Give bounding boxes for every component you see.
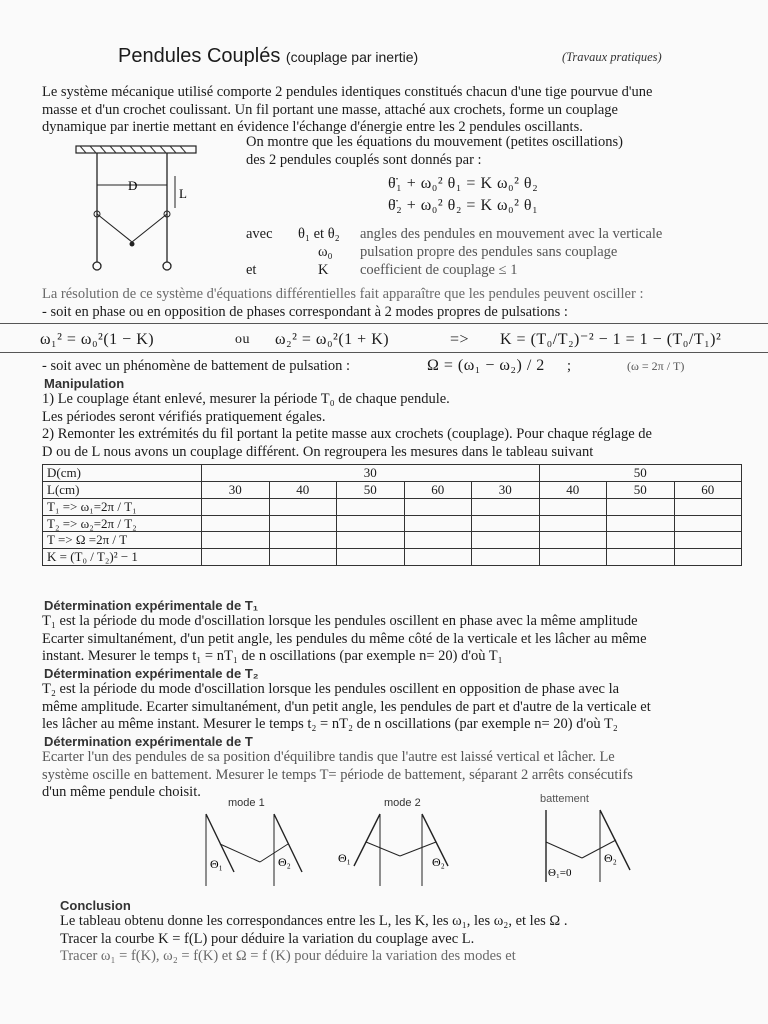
section-paragraph-t2: T₂ est la période du mode d'oscillation lorsque les pendules oscillent en opposition de phase avec la même amplitude. Ecarter simultanément, d'un petit angle, les pendules de part et d'autre de la verticale et les lâcher au même instant. Mesurer le temps t₂ = nT₂ de n oscillations (par exemple n= 20) d'où T₂	[42, 681, 651, 733]
intro-line: Le système mécanique utilisé comporte 2 pendules identiques constitués chacun d'une tige pourvue d'une	[42, 84, 653, 100]
intro-line: masse et d'un crochet coulissant. Un fil portant une masse, attaché aux crochets, forme un couplage	[42, 101, 618, 118]
table-row: T => Ω =2π / T	[43, 532, 742, 549]
table-l-value: 60	[674, 481, 742, 498]
table-l-value: 50	[337, 481, 405, 498]
title-subtitle: (couplage par inertie)	[285, 49, 419, 65]
mode1-label: mode 1	[228, 797, 265, 809]
table-d-value: 30	[202, 465, 540, 482]
beat-figure	[530, 790, 660, 890]
table-row: T₁ => ω₁=2π / T₁	[43, 498, 742, 515]
table-row-l	[43, 481, 742, 498]
title-text: Pendules Couplés	[118, 45, 281, 67]
svg-text:Θ₂: Θ₂	[604, 851, 617, 865]
definition-row: avec θ₁ et θ₂ angles des pendules en mouvement avec la verticale	[246, 226, 663, 242]
mode1-figure	[200, 796, 310, 892]
document-title	[118, 44, 418, 68]
svg-text:Θ₂: Θ₂	[432, 855, 445, 869]
divider-line	[0, 323, 768, 324]
table-l-value: 30	[202, 481, 270, 498]
resolution-line: - soit en phase ou en opposition de phases correspondant à 2 modes propres de pulsations :	[42, 303, 568, 320]
section-paragraph-t1: T₁ est la période du mode d'oscillation lorsque les pendules oscillent en phase avec la même amplitude Ecarter simultanément, d'un petit angle, les pendules du même côté de la verticale et les lâcher au même instant. Mesurer le temps t₁ = nT₁ de n oscillations (par exemple n= 20) d'où T₁	[42, 613, 647, 665]
table-header-l: L(cm)	[43, 481, 202, 498]
table-row-d	[43, 465, 742, 482]
conclusion-paragraph: Le tableau obtenu donne les correspondances entre les L, les K, les ω₁, les ω₂, et les Ω . Tracer la courbe K = f(L) pour déduire la variation du couplage avec L. Tracer ω₁ = f(K), ω₂ = f(K) et Ω = f (K) pour déduire la variation des modes et	[60, 913, 568, 965]
intro-line: dynamique par inertie mettant en évidence l'échange d'énergie entre les 2 pendules oscillants.	[42, 119, 583, 136]
mode2-label: mode 2	[384, 797, 421, 809]
equations-intro-line: des 2 pendules couplés sont donnés par :	[246, 151, 482, 168]
pendulum-diagram	[70, 142, 220, 282]
definitions	[246, 226, 746, 280]
table-l-value: 40	[269, 481, 337, 498]
manipulation-heading: Manipulation	[44, 376, 125, 391]
table-l-value: 40	[539, 481, 607, 498]
section-heading-t2: Détermination expérimentale de T₂	[44, 666, 259, 681]
section-heading-t: Détermination expérimentale de T	[44, 734, 253, 749]
svg-text:Θ₁: Θ₁	[338, 851, 351, 865]
resolution-paragraph	[42, 286, 732, 321]
divider-line	[0, 352, 768, 353]
table-header-d: D(cm)	[43, 465, 202, 482]
equation-1: θ̈₁ + ω₀² θ₁ = K ω₀² θ₂	[388, 175, 539, 192]
tp-label: (Travaux pratiques)	[562, 50, 662, 64]
section-heading-t1: Détermination expérimentale de T₁	[44, 598, 259, 613]
manipulation-paragraph	[42, 391, 732, 462]
resolution-line: La résolution de ce système d'équations différentielles fait apparaître que les pendules peuvent osciller :	[42, 286, 644, 302]
manipulation-line: Les périodes seront vérifiés pratiquement égales.	[42, 408, 326, 425]
mode2-figure	[330, 796, 470, 892]
equations-intro	[246, 134, 716, 169]
intro-paragraph	[42, 84, 732, 137]
manipulation-line: D ou de L nous avons un couplage différent. On regroupera les mesures dans le tableau suivant	[42, 444, 594, 461]
table-l-value: 30	[472, 481, 540, 498]
table-d-value: 50	[539, 465, 742, 482]
definition-row: ω₀ pulsation propre des pendules sans couplage	[318, 244, 618, 260]
equations-intro-line: On montre que les équations du mouvement (petites oscillations)	[246, 134, 623, 150]
beat-label: battement	[540, 793, 589, 805]
section-paragraph-t: Ecarter l'un des pendules de sa position d'équilibre tandis que l'autre est laissé vertical et lâcher. Le système oscille en battement. Mesurer le temps T= période de battement, séparant 2 arrêts consécutifs d'un même pendule choisit.	[42, 749, 633, 801]
table-l-value: 50	[607, 481, 675, 498]
conclusion-heading: Conclusion	[60, 898, 131, 913]
measurements-table	[42, 464, 742, 566]
beat-line: - soit avec un phénomène de battement de pulsation : Ω = (ω₁ − ω₂) / 2 ; (ω = 2π / T)	[42, 357, 685, 374]
table-l-value: 60	[404, 481, 472, 498]
label-d: D	[128, 178, 138, 193]
manipulation-line: 1) Le couplage étant enlevé, mesurer la période T₀ de chaque pendule.	[42, 391, 450, 407]
table-row: K = (T₀ / T₂)² − 1	[43, 549, 742, 566]
svg-text:Θ₁=0: Θ₁=0	[548, 867, 572, 879]
svg-text:Θ₁: Θ₁	[210, 857, 223, 871]
equation-2: θ̈₂ + ω₀² θ₂ = K ω₀² θ₁	[388, 197, 539, 214]
svg-text:Θ₂: Θ₂	[278, 855, 291, 869]
manipulation-line: 2) Remonter les extrémités du fil portant la petite masse aux crochets (couplage). Pour chaque réglage de	[42, 426, 652, 443]
label-l: L	[179, 186, 187, 201]
definition-row: et K coefficient de couplage ≤ 1	[246, 262, 518, 278]
table-row: T₂ => ω₂=2π / T₂	[43, 515, 742, 532]
modes-equation: ω₁² = ω₀²(1 − K) ou ω₂² = ω₀²(1 + K) => K = (T₀/T₂)⁻² − 1 = 1 − (T₀/T₁)²	[40, 331, 722, 348]
